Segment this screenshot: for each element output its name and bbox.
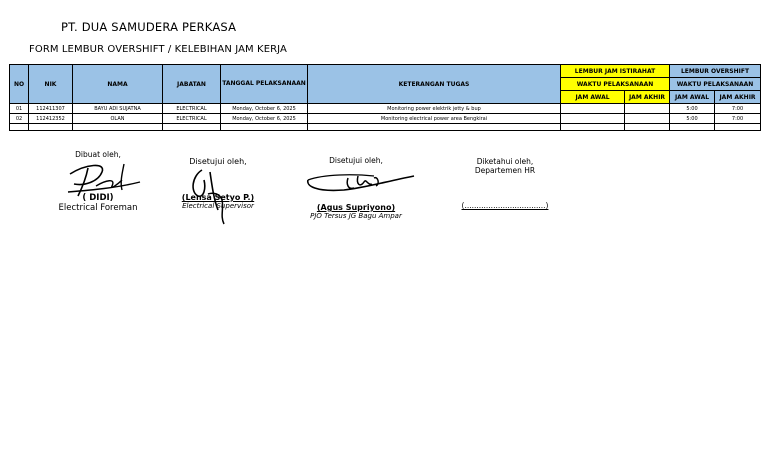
signature-ink-agus — [304, 170, 416, 196]
signature-role: Electrical Supervisor — [182, 202, 254, 210]
table-row-empty — [10, 124, 761, 131]
cell-ist-akhir — [625, 104, 670, 114]
signature-label: Dibuat oleh, — [75, 150, 121, 159]
header-lembur-istirahat: LEMBUR JAM ISTIRAHAT — [561, 65, 670, 78]
table-row — [10, 104, 761, 114]
cell-tanggal: Monday, October 6, 2025 — [221, 114, 308, 124]
signature-role: Electrical Foreman — [58, 203, 138, 213]
cell-no: 02 — [10, 114, 29, 124]
cell-jabatan: ELECTRICAL — [163, 104, 221, 114]
signature-label: Disetujui oleh, — [189, 157, 247, 166]
overtime-table — [9, 64, 761, 131]
header-jam-akhir-istirahat: JAM AKHIR — [625, 91, 670, 104]
cell-ov-awal: 5:00 — [670, 104, 715, 114]
header-waktu-overshift: WAKTU PELAKSANAAN — [670, 78, 761, 91]
cell-ist-akhir — [625, 114, 670, 124]
cell-nik: 112412352 — [29, 114, 73, 124]
signature-block-hr — [455, 157, 555, 210]
signature-role: PJO Tersus JG Bagu Ampar — [310, 212, 402, 220]
cell-ist-awal — [561, 114, 625, 124]
header-lembur-overshift: LEMBUR OVERSHIFT — [670, 65, 761, 78]
signature-ink-lensa — [188, 166, 230, 226]
cell-no: 01 — [10, 104, 29, 114]
table-row — [10, 114, 761, 124]
header-waktu-istirahat: WAKTU PELAKSANAAN — [561, 78, 670, 91]
cell-nama: OLAN — [73, 114, 163, 124]
header-jam-awal-istirahat: JAM AWAL — [561, 91, 625, 104]
header-nama: NAMA — [73, 65, 163, 104]
signature-label: Disetujui oleh, — [329, 156, 383, 165]
header-tanggal: TANGGAL PELAKSANAAN — [221, 65, 308, 104]
header-jam-awal-overshift: JAM AWAL — [670, 91, 715, 104]
cell-keterangan: Monitoring power elektrik jetty & bup — [308, 104, 561, 114]
form-title: FORM LEMBUR OVERSHIFT / KELEBIHAN JAM KERJA — [29, 44, 287, 55]
header-jam-akhir-overshift: JAM AKHIR — [715, 91, 761, 104]
cell-ov-akhir: 7:00 — [715, 104, 761, 114]
signature-name: (..................................) — [461, 201, 549, 210]
cell-jabatan: ELECTRICAL — [163, 114, 221, 124]
header-jabatan: JABATAN — [163, 65, 221, 104]
signature-name: (Lensa Setyo P.) — [181, 193, 255, 202]
signature-ink-didi — [66, 160, 142, 198]
cell-ist-awal — [561, 104, 625, 114]
header-keterangan: KETERANGAN TUGAS — [308, 65, 561, 104]
cell-nik: 112411307 — [29, 104, 73, 114]
cell-ov-awal: 5:00 — [670, 114, 715, 124]
signature-name: ( DIDI) — [82, 193, 114, 203]
company-name: PT. DUA SAMUDERA PERKASA — [61, 20, 237, 34]
header-nik: NIK — [29, 65, 73, 104]
signature-label-dept: Departemen HR — [474, 166, 536, 175]
cell-tanggal: Monday, October 6, 2025 — [221, 104, 308, 114]
cell-ov-akhir: 7:00 — [715, 114, 761, 124]
signature-name: (Agus Supriyono) — [316, 203, 396, 212]
signature-label: Diketahui oleh, — [476, 157, 534, 166]
header-no: NO — [10, 65, 29, 104]
cell-keterangan: Monitoring electrical power area Bengkirai — [308, 114, 561, 124]
cell-nama: BAYU ADI SUJATNA — [73, 104, 163, 114]
